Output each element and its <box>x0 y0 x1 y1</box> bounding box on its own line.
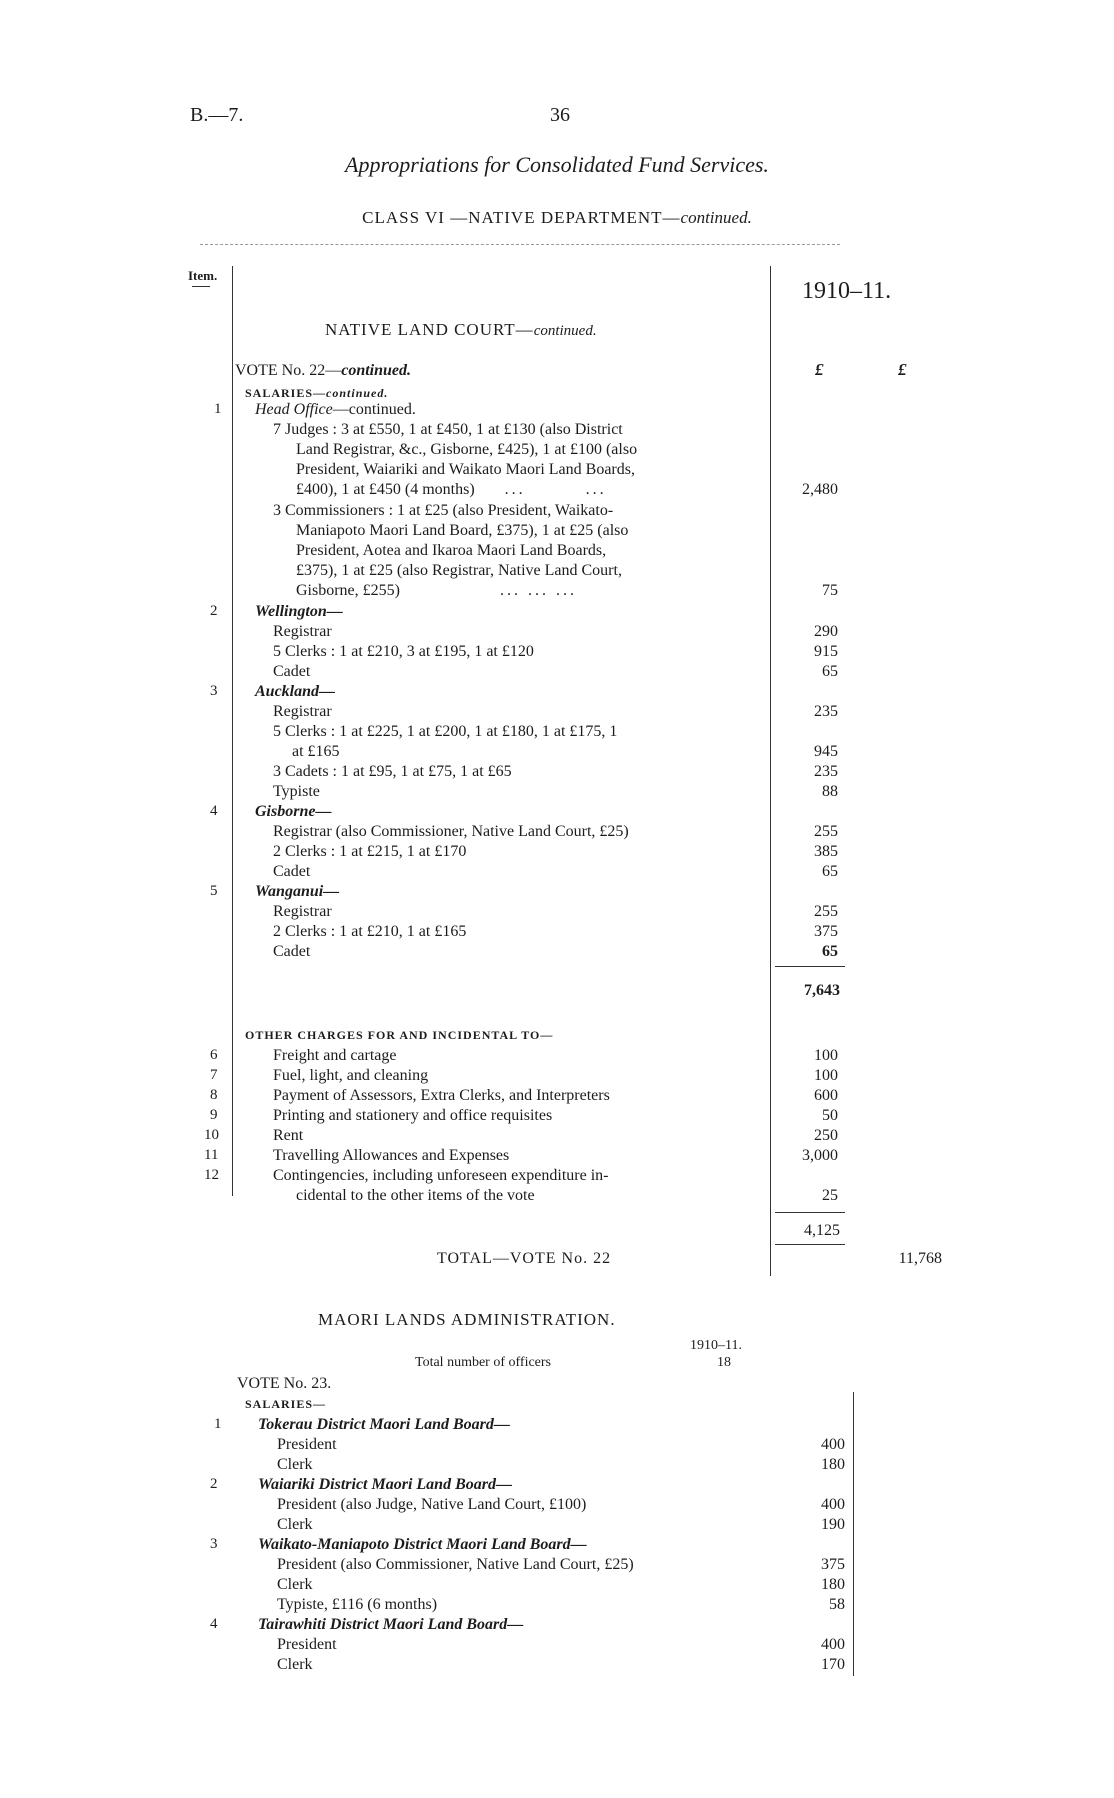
row-label: Contingencies, including unforeseen expenditure in- <box>273 1167 609 1184</box>
row-label: Cadet <box>273 943 311 960</box>
commissioners-line: President, Aotea and Ikaroa Maori Land Boards, <box>296 542 607 559</box>
salaries-label: SALARIES— <box>245 386 327 400</box>
subhead-waiariki: Waiariki District Maori Land Board— <box>258 1476 512 1493</box>
row-label: Registrar <box>273 623 332 640</box>
subhead-suffix: —continued. <box>332 401 416 418</box>
salaries-heading-23: SALARIES— <box>245 1397 327 1411</box>
item-number: 6 <box>210 1047 218 1063</box>
amount: 255 <box>814 903 838 920</box>
item-number: 3 <box>210 683 218 699</box>
row-label: Rent <box>273 1127 304 1144</box>
pound-sign: £ <box>815 360 824 379</box>
section-heading-suffix: continued. <box>533 323 597 339</box>
amount: 190 <box>821 1516 845 1533</box>
item-column-rule <box>232 266 233 1196</box>
year-column-header: 1910–11. <box>802 278 892 304</box>
subhead-gisborne: Gisborne— <box>255 803 332 820</box>
item-number: 9 <box>210 1107 218 1123</box>
subhead-text: Head Office <box>255 401 333 418</box>
class-title-text: CLASS VI —NATIVE DEPARTMENT— <box>362 208 681 227</box>
leader-dots: ... <box>585 481 607 498</box>
row-label: 3 Cadets : 1 at £95, 1 at £75, 1 at £65 <box>273 763 512 780</box>
item-underline <box>192 286 210 287</box>
item-number: 1 <box>214 401 222 417</box>
vote-heading <box>235 362 411 380</box>
leader-dots: ... <box>504 481 526 498</box>
row-label: Clerk <box>277 1656 313 1673</box>
item-column-header: Item. <box>188 268 218 283</box>
row-label: Printing and stationery and office requisites <box>273 1107 553 1124</box>
row-label: Registrar <box>273 903 332 920</box>
item-number: 11 <box>204 1147 219 1163</box>
amount: 75 <box>822 582 838 599</box>
class-title <box>0 208 1114 228</box>
item-number: 7 <box>210 1067 218 1083</box>
subtotal-rule <box>775 1212 845 1213</box>
row-label: 5 Clerks : 1 at £210, 3 at £195, 1 at £120 <box>273 643 534 660</box>
item-number: 8 <box>210 1087 218 1103</box>
row-label: Clerk <box>277 1576 313 1593</box>
amount: 25 <box>822 1187 838 1204</box>
amount: 100 <box>814 1067 838 1084</box>
amount: 235 <box>814 703 838 720</box>
leader-dots: ... ... ... <box>499 582 577 599</box>
section-heading-maori: MAORI LANDS ADMINISTRATION. <box>318 1310 616 1329</box>
vote-suffix: continued. <box>341 362 412 379</box>
commissioners-text: Gisborne, £255) <box>296 582 400 599</box>
row-label: President (also Judge, Native Land Court, £100) <box>277 1496 587 1513</box>
pound-sign: £ <box>898 360 907 379</box>
row-label: Typiste <box>273 783 320 800</box>
row-label: Cadet <box>273 863 311 880</box>
amount: 235 <box>814 763 838 780</box>
row-label: 2 Clerks : 1 at £210, 1 at £165 <box>273 923 467 940</box>
commissioners-line: Maniapoto Maori Land Board, £375), 1 at £25 (also <box>296 522 629 539</box>
vote-total-label: TOTAL—VOTE No. 22 <box>437 1250 612 1267</box>
judges-line <box>296 481 607 499</box>
row-label: Clerk <box>277 1456 313 1473</box>
item-number: 2 <box>210 1476 218 1492</box>
item-number: 12 <box>204 1167 219 1183</box>
item-number: 5 <box>210 883 218 899</box>
row-label: Freight and cartage <box>273 1047 397 1064</box>
amount-column-rule <box>770 266 771 1276</box>
row-label: Typiste, £116 (6 months) <box>277 1596 438 1613</box>
other-charges-heading: OTHER CHARGES FOR AND INCIDENTAL TO— <box>245 1028 554 1042</box>
row-label: Payment of Assessors, Extra Clerks, and Interpreters <box>273 1087 610 1104</box>
amount: 255 <box>814 823 838 840</box>
amount: 375 <box>821 1556 845 1573</box>
amount: 170 <box>821 1656 845 1673</box>
amount: 250 <box>814 1127 838 1144</box>
page-number: 36 <box>550 104 570 126</box>
row-label: Travelling Allowances and Expenses <box>273 1147 510 1164</box>
row-label: 5 Clerks : 1 at £225, 1 at £200, 1 at £180, 1 at £175, 1 <box>273 723 618 740</box>
subhead-auckland: Auckland— <box>255 683 336 700</box>
vote-heading-23: VOTE No. 23. <box>237 1375 332 1392</box>
row-label: President <box>277 1436 337 1453</box>
officers-label: Total number of officers <box>415 1355 551 1370</box>
officers-count: 18 <box>717 1355 731 1370</box>
amount: 65 <box>822 863 838 880</box>
amount: 180 <box>821 1456 845 1473</box>
section-heading-native <box>325 320 597 340</box>
amount: 945 <box>814 743 838 760</box>
section-heading-text: NATIVE LAND COURT— <box>325 320 534 339</box>
judges-text: £400), 1 at £450 (4 months) <box>296 481 475 498</box>
item-number: 3 <box>210 1536 218 1552</box>
row-label: Clerk <box>277 1516 313 1533</box>
amount: 3,000 <box>802 1147 838 1164</box>
judges-line: Land Registrar, &c., Gisborne, £425), 1 at £100 (also <box>296 441 638 458</box>
amount: 600 <box>814 1087 838 1104</box>
row-label: Cadet <box>273 663 311 680</box>
commissioners-line: £375), 1 at £25 (also Registrar, Native Land Court, <box>296 562 622 579</box>
amount: 915 <box>814 643 838 660</box>
amount: 50 <box>822 1107 838 1124</box>
page-ref: B.—7. <box>190 104 244 126</box>
header-rule <box>200 244 840 245</box>
item-number: 2 <box>210 603 218 619</box>
amount-column-rule-23 <box>853 1392 854 1676</box>
row-label: Fuel, light, and cleaning <box>273 1067 429 1084</box>
amount: 375 <box>814 923 838 940</box>
vote-label: VOTE No. 22— <box>235 362 342 379</box>
other-charges-subtotal: 4,125 <box>804 1222 840 1239</box>
row-label: President <box>277 1636 337 1653</box>
amount: 400 <box>821 1496 845 1513</box>
item-number: 1 <box>214 1416 222 1432</box>
row-label: President (also Commissioner, Native Land Court, £25) <box>277 1556 634 1573</box>
amount: 65 <box>822 663 838 680</box>
amount: 88 <box>822 783 838 800</box>
commissioners-line <box>296 582 577 600</box>
salaries-heading <box>245 386 388 401</box>
page-title: Appropriations for Consolidated Fund Services. <box>345 152 769 177</box>
subhead-wellington: Wellington— <box>255 603 343 620</box>
row-label: cidental to the other items of the vote <box>296 1187 535 1204</box>
subhead-wanganui: Wanganui— <box>255 883 340 900</box>
amount: 385 <box>814 843 838 860</box>
salaries-subtotal: 7,643 <box>804 982 840 999</box>
judges-line: President, Waiariki and Waikato Maori Land Boards, <box>296 461 635 478</box>
amount: 180 <box>821 1576 845 1593</box>
subhead-head-office <box>255 401 416 419</box>
item-number: 10 <box>204 1127 219 1143</box>
row-label: Registrar <box>273 703 332 720</box>
amount: 2,480 <box>802 481 838 498</box>
amount: 58 <box>829 1596 845 1613</box>
amount: 290 <box>814 623 838 640</box>
subhead-waikato: Waikato-Maniapoto District Maori Land Board— <box>258 1536 587 1553</box>
amount: 400 <box>821 1636 845 1653</box>
class-title-suffix: continued. <box>680 208 752 227</box>
amount: 400 <box>821 1436 845 1453</box>
row-label: 2 Clerks : 1 at £215, 1 at £170 <box>273 843 467 860</box>
judges-line: 7 Judges : 3 at £550, 1 at £450, 1 at £130 (also District <box>273 421 623 438</box>
item-number: 4 <box>210 803 218 819</box>
commissioners-line: 3 Commissioners : 1 at £25 (also President, Waikato- <box>273 502 614 519</box>
officers-year: 1910–11. <box>690 1338 742 1353</box>
item-number: 4 <box>210 1616 218 1632</box>
salaries-suffix: continued. <box>326 386 389 400</box>
subhead-tokerau: Tokerau District Maori Land Board— <box>258 1416 510 1433</box>
subtotal-rule <box>775 1244 845 1245</box>
amount: 100 <box>814 1047 838 1064</box>
subtotal-rule <box>775 966 845 967</box>
subhead-tairawhiti: Tairawhiti District Maori Land Board— <box>258 1616 524 1633</box>
amount: 65 <box>822 943 838 960</box>
vote-total: 11,768 <box>898 1250 942 1267</box>
row-label: Registrar (also Commissioner, Native Land Court, £25) <box>273 823 629 840</box>
row-label: at £165 <box>292 743 340 760</box>
